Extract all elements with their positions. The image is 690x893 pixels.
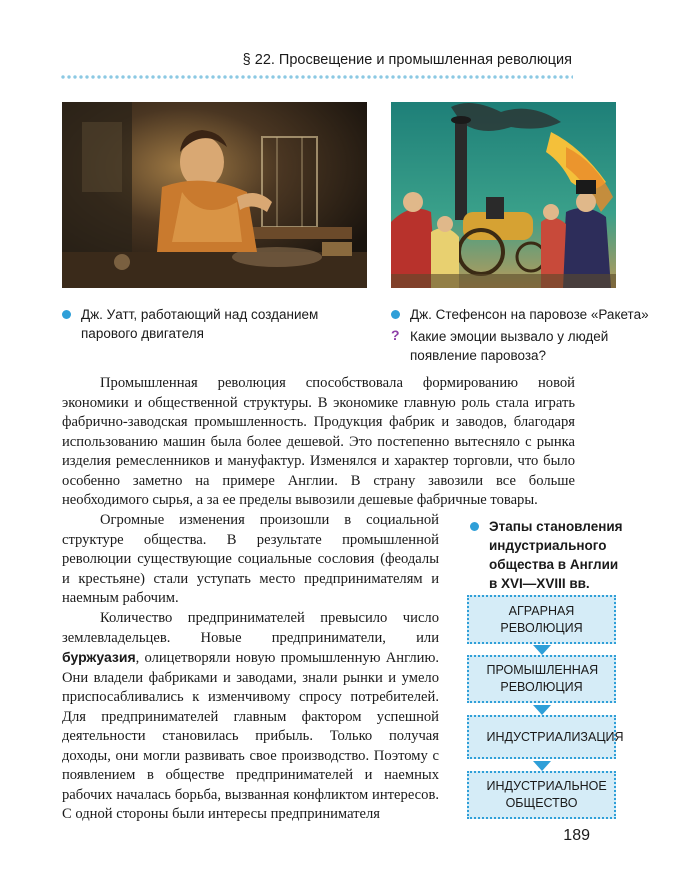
rocket-question-text: Какие эмоции вызвало у людей появление паровоза?: [410, 329, 609, 363]
bullet-icon: [391, 310, 400, 319]
dotted-header-rule: [60, 75, 573, 79]
stage-label: ИНДУСТРИАЛЬНОЕ ОБЩЕСТВО: [486, 779, 607, 810]
term-bourgeoisie: буржуазия: [62, 649, 136, 666]
watt-caption: [62, 305, 352, 345]
watt-caption-text: Дж. Уатт, работающий над созданием парового двигателя: [81, 307, 319, 341]
stage-label: ПРОМЫШЛЕННАЯ РЕВОЛЮЦИЯ: [486, 663, 599, 694]
paragraph-bourgeoisie: [62, 609, 439, 825]
rocket-caption: [391, 305, 649, 325]
stage-label: ИНДУСТРИАЛИЗАЦИЯ: [486, 729, 624, 744]
bullet-icon: [470, 522, 479, 531]
rocket-caption-text: Дж. Стефенсон на паровозе «Ракета»: [410, 307, 649, 322]
page-number: 189: [563, 827, 590, 844]
stages-heading-text: Этапы становления индустриального общества в Англии в XVI—XVIII вв.: [489, 519, 623, 591]
down-arrow-icon: [533, 761, 551, 771]
stage-box: [467, 715, 624, 759]
section-title: § 22. Просвещение и промышленная революция: [242, 52, 572, 68]
down-arrow-icon: [533, 645, 551, 655]
stage-box: [467, 771, 616, 819]
paragraph-bourgeoisie-rest: , олицетворяли новую промышленную Англию. Они владели фабриками и заводами, знали рынки и умело приспосабливались к изменчивому спросу потребителей. Для предпринимателей главным фактором успешной деятельности становилась прибыль. Только получая доходы, они могли развивать свое производство. Поэтому с появлением в обществе предпринимателей и наемных рабочих началась борьба, вызванная конфликтом интересов. С одной стороны были интересы предпринимателя: [62, 650, 439, 823]
paragraph-bourgeoisie-start: Количество предпринимателей превысило число землевладельцев. Новые предприниматели, или: [62, 610, 439, 646]
stage-box: [467, 595, 616, 644]
paragraph-economy: Промышленная революция способствовала формированию новой экономики и общественной структуры. В экономике главную роль стала играть фабрично-заводская промышленность. Продукция фабрик и заводов, благодаря использованию машин была более дешевой. Это постепенно вытесняло с рынка изделия ремесленников и мануфактур. Изменялся и характер торговли, что было особенно заметно на примере Англии. В страну завозили все больше необходимого сырья, а за ее пределы вывозили дешевые фабричные товары.: [62, 375, 575, 509]
paragraph-social-structure: Огромные изменения произошли в социальной структуре общества. В результате промышленной революции существующие социальные сословия (феодалы и крестьяне) стали уступать место предпринимателям и наемным рабочим.: [62, 512, 439, 607]
rocket-question: [391, 327, 631, 367]
question-mark-icon: ?: [391, 327, 400, 343]
stage-label: АГРАРНАЯ РЕВОЛЮЦИЯ: [500, 603, 583, 635]
watt-painting: [62, 102, 367, 288]
stage-box: [467, 655, 616, 703]
rocket-locomotive-painting: [391, 102, 616, 288]
bullet-icon: [62, 310, 71, 319]
down-arrow-icon: [533, 705, 551, 715]
